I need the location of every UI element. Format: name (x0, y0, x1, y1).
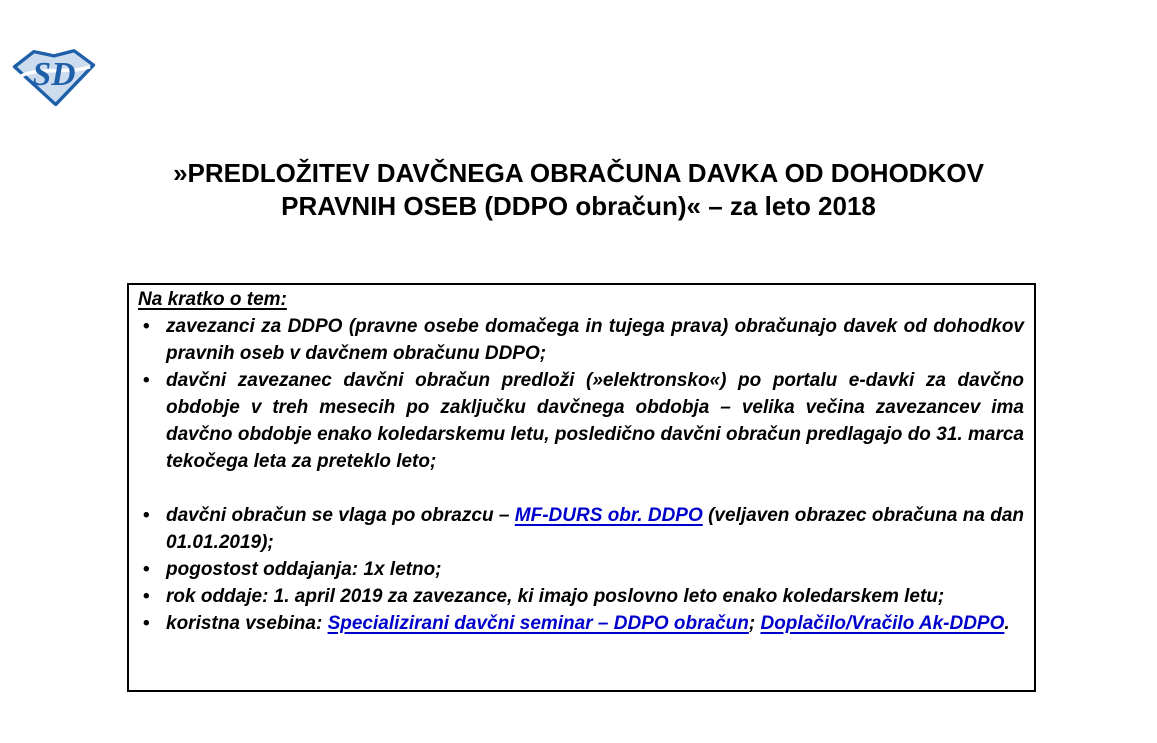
bullet-text-segment: pogostost oddajanja: 1x letno; (166, 559, 442, 580)
bullet-text-segment: davčni obračun se vlaga po obrazcu – (166, 505, 515, 526)
list-item (166, 367, 1024, 475)
link-specializirani-davcni-seminar[interactable]: Specializirani davčni seminar – DDPO obračun (327, 613, 749, 634)
company-logo (12, 46, 96, 106)
list-item (166, 502, 1024, 556)
bullet-text-segment: ; (748, 613, 761, 634)
link-doplacilo-vracilo-ak-ddpo[interactable]: Doplačilo/Vračilo Ak-DDPO (760, 613, 1005, 634)
bullet-text-segment: davčni zavezanec davčni obračun predloži (»elektronsko«) po portalu e-davki za davčno obdobje v treh mesecih po zaključku davčnega obdobja – velika večina zavezancev ima davčno obdobje enako koledarskemu letu, posledično davčni obračun predlagajo do 31. marca tekočega leta za preteklo leto; (166, 370, 1024, 472)
bullet-text-segment: rok oddaje: 1. april 2019 za zavezance, ki imajo poslovno leto enako koledarskem letu; (166, 586, 945, 607)
svg-text:SD: SD (32, 56, 76, 94)
link-mf-durs-obr-ddpo[interactable]: MF-DURS obr. DDPO (514, 505, 703, 526)
bullet-list (138, 313, 1024, 637)
sd-shield-logo-icon (12, 46, 96, 106)
document-title (0, 157, 1157, 223)
title-line-2: PRAVNIH OSEB (DDPO obračun)« – za leto 2018 (281, 191, 876, 221)
list-item (166, 313, 1024, 367)
bullet-text-segment: koristna vsebina: (166, 613, 328, 634)
list-item (166, 610, 1024, 637)
list-item (166, 583, 1024, 610)
bullet-text-segment: (veljaven obrazec obračuna na dan 01.01.2019); (166, 505, 1024, 553)
bullet-text-segment: zavezanci za DDPO (pravne osebe domačega in tujega prava) obračunajo davek od dohodkov pravnih oseb v davčnem obračunu DDPO; (166, 316, 1024, 364)
summary-box (127, 283, 1036, 692)
bullet-text-segment: . (1004, 613, 1010, 634)
list-item (166, 556, 1024, 583)
summary-heading: Na kratko o tem: (138, 289, 287, 310)
title-line-1: »PREDLOŽITEV DAVČNEGA OBRAČUNA DAVKA OD DOHODKOV (173, 158, 984, 188)
